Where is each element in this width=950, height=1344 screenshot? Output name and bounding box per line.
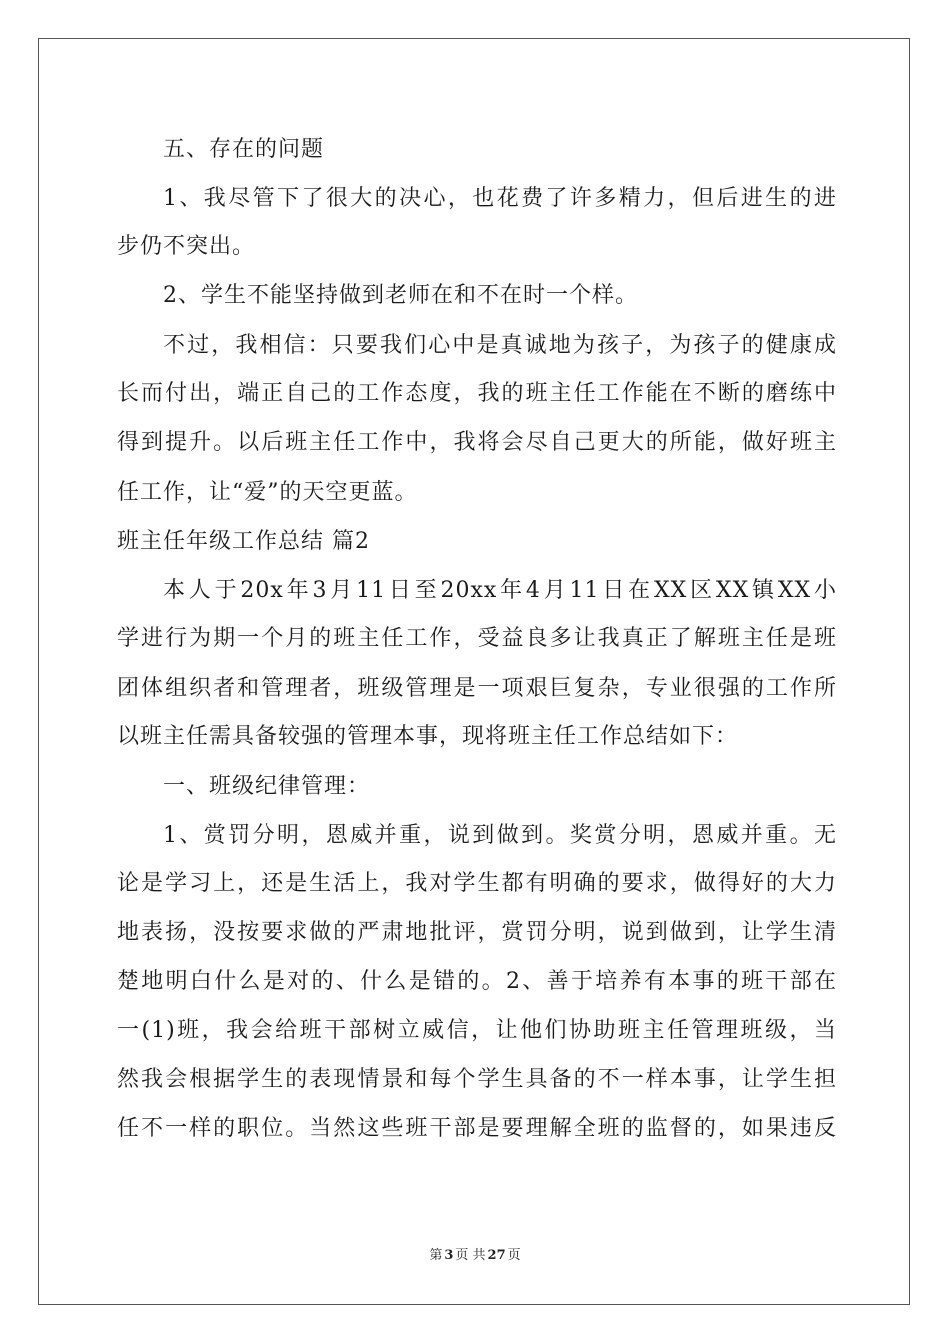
paragraph-line: 本人于20x年3月11日至20xx年4月11日在XX区XX镇XX小 bbox=[163, 578, 837, 603]
article-title: 班主任年级工作总结 篇2 bbox=[117, 529, 370, 554]
paragraph-line: 学进行为期一个月的班主任工作，受益良多让我真正了解班主任是班 bbox=[117, 626, 837, 651]
footer-suffix: 页 bbox=[507, 1248, 521, 1263]
section-heading-discipline: 一、班级纪律管理： bbox=[163, 774, 371, 799]
paragraph-line: 任工作，让“爱”的天空更蓝。 bbox=[117, 480, 418, 505]
footer-prefix: 第 bbox=[429, 1248, 443, 1263]
total-page-number: 27 bbox=[487, 1248, 506, 1263]
paragraph-line: 然我会根据学生的表现情景和每个学生具备的不一样本事，让学生担 bbox=[117, 1067, 837, 1092]
section-heading-problems: 五、存在的问题 bbox=[163, 137, 325, 162]
paragraph-line: 楚地明白什么是对的、什么是错的。2、善于培养有本事的班干部在 bbox=[117, 969, 837, 994]
paragraph-line: 任不一样的职位。当然这些班干部是要理解全班的监督的，如果违反 bbox=[117, 1116, 837, 1141]
paragraph-line: 不过，我相信：只要我们心中是真诚地为孩子，为孩子的健康成 bbox=[163, 333, 837, 358]
footer-mid: 页 共 bbox=[455, 1248, 486, 1263]
paragraph-line: 1、赏罚分明，恩威并重，说到做到。奖赏分明，恩威并重。无 bbox=[163, 823, 837, 848]
paragraph-line: 团体组织者和管理者，班级管理是一项艰巨复杂，专业很强的工作所 bbox=[117, 676, 837, 701]
paragraph-line: 论是学习上，还是生活上，我对学生都有明确的要求，做得好的大力 bbox=[117, 871, 837, 896]
paragraph-line: 地表扬，没按要求做的严肃地批评，赏罚分明，说到做到，让学生清 bbox=[117, 920, 837, 945]
current-page-number: 3 bbox=[444, 1248, 454, 1263]
paragraph-line: 2、学生不能坚持做到老师在和不在时一个样。 bbox=[163, 283, 638, 308]
page-footer bbox=[0, 1247, 950, 1265]
paragraph-line: 长而付出，端正自己的工作态度，我的班主任工作能在不断的磨练中 bbox=[117, 381, 837, 406]
paragraph-line: 步仍不突出。 bbox=[117, 234, 256, 259]
paragraph-line: 得到提升。以后班主任工作中，我将会尽自己更大的所能，做好班主 bbox=[117, 430, 837, 455]
paragraph-line: 1、我尽管下了很大的决心，也花费了许多精力，但后进生的进 bbox=[163, 186, 837, 211]
paragraph-line: 一(1)班，我会给班干部树立威信，让他们协助班主任管理班级，当 bbox=[117, 1018, 837, 1043]
paragraph-line: 以班主任需具备较强的管理本事，现将班主任工作总结如下： bbox=[117, 724, 739, 749]
